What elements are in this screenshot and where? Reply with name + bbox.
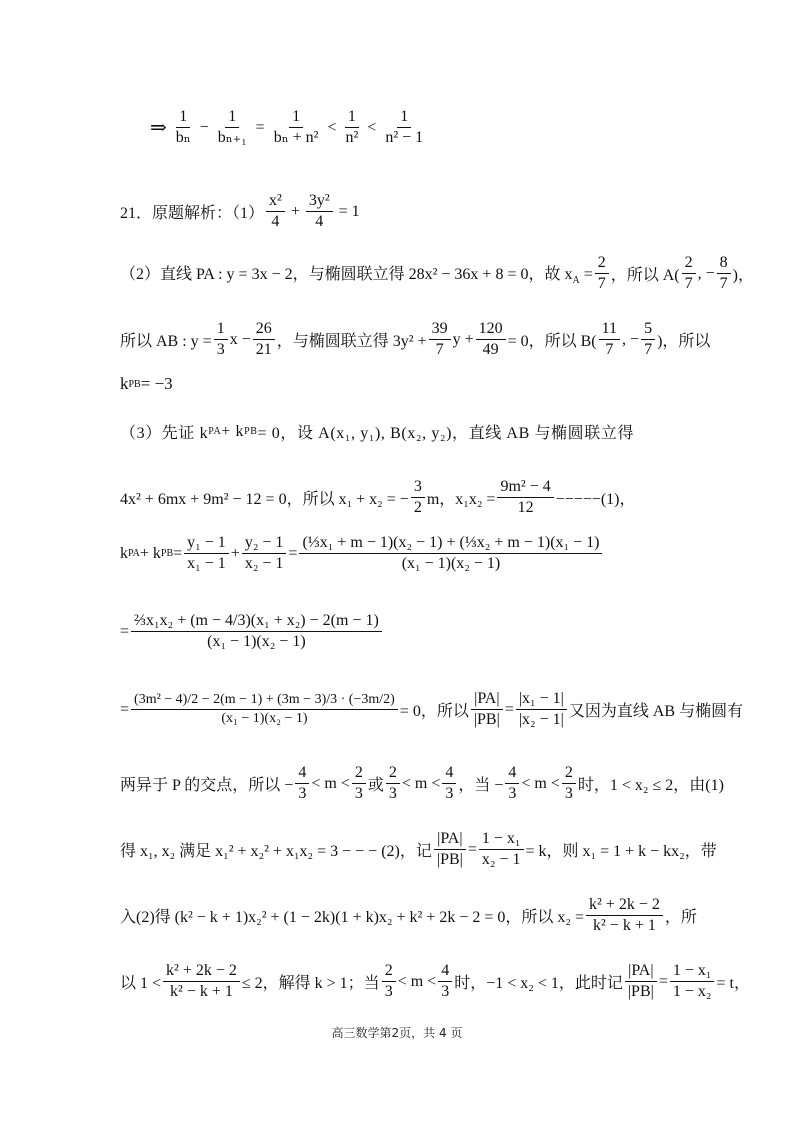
fraction: $\frac{\text{k² + 2k − 2}}{\text{k² − k + 1}}$ — [163, 962, 240, 1002]
fraction: $\frac{2}{3}$ — [382, 962, 396, 1002]
text: k — [120, 374, 129, 393]
fraction: $\frac{2}{3}$ — [386, 764, 400, 804]
slope-sum-equation: k PA + k PB = $\frac{\text{y₁ − 1}}{\text{x₁ − 1}}$ + $\frac{\text{y₂ − 1}}{\text{x₂ − 1}}$ = $\frac{\text{(⅓x₁ + m − 1)(x₂ − 1) + (⅓x₂ + m − 1)(x₁ − 1)}}{\text{(x₁ − 1)(x₂ − 1)}}$ — [120, 534, 604, 574]
text: （2）直线 PA : y = 3x − 2，与椭圆联立得 28x² − 36x + 8 = 0，故 $x_A$ = — [120, 266, 593, 287]
fraction: $\frac{\text{(3m² − 4)/2 − 2(m − 1) + (3m − 3)/3 · (−3m/2)}}{\text{(x₁ − 1)(x₂ − 1)}}$ — [131, 692, 398, 727]
fraction: $\frac{\text{y₂ − 1}}{\text{x₂ − 1}}$ — [242, 534, 287, 574]
fraction: $\frac{2}{3}$ — [352, 764, 366, 804]
text: ，所以 A( — [610, 267, 680, 285]
fraction: $\frac{\text{9m² − 4}}{12}$ — [497, 478, 553, 518]
fraction: $\frac{|PA|}{|PB|}$ — [471, 690, 503, 730]
text: = −3 — [140, 374, 173, 393]
fraction: $\frac{\text{⅔x₁x₂ + (m − 4/3)(x₁ + x₂) − 2(m − 1)}}{\text{(x₁ − 1)(x₂ − 1)}}$ — [131, 612, 382, 652]
k-definition-line: 得 x₁, x₂ 满足 x₁² + x₂² + x₁x₂ = 3 − − − (2)，记 $\frac{|PA|}{|PB|}$ = $\frac{\text{1 − x₁}}{\text{x₂ − 1}}$ = k，则 x₁ = 1 + k − kx₂，带 — [120, 830, 717, 869]
fraction: $\frac{2}{3}$ — [562, 764, 576, 804]
fraction: $\frac{|PA|}{|PB|}$ — [434, 830, 466, 870]
fraction: $\frac{120}{49}$ — [476, 320, 506, 360]
text: = 0，所以 B( — [507, 333, 597, 351]
fraction: $\frac{\text{k² + 2k − 2}}{\text{k² − k + 1}}$ — [586, 896, 663, 936]
m-range-line: 两异于 P 的交点，所以 − $\frac{4}{3}$ < m < $\frac{2}{3}$ 或 $\frac{2}{3}$ < m < $\frac{4}{3}$ ，当 − $\frac{4}{3}$ < m < $\frac{2}{3}$ 时，1 < x₂ ≤ 2，由(1) — [120, 764, 724, 803]
text: （3）先证 k — [120, 425, 209, 442]
text: −−−−−(1)， — [555, 491, 636, 509]
formula-line-1 — [150, 108, 428, 148]
problem-21-part-2-result: k PB = −3 — [120, 374, 173, 393]
page-footer: 高三数学第2页，共 4 页 — [331, 1026, 463, 1040]
operator: + — [290, 202, 300, 220]
fraction: $\frac{1}{\text{bₙ + n²}}$ — [273, 108, 319, 147]
k-range-line: 以 1 < $\frac{\text{k² + 2k − 2}}{\text{k² − k + 1}}$ ≤ 2，解得 k > 1；当 $\frac{2}{3}$ < m < $\frac{4}{3}$ 时，−1 < x₂ < 1，此时记 $\frac{|PA|}{|PB|}$ = $\frac{\text{1 − x₁}}{\text{1 − x₂}}$ = t， — [120, 962, 750, 1001]
fraction: $\frac{\text{1 − x₁}}{\text{1 − x₂}}$ — [670, 962, 715, 1002]
fraction: $\frac{4}{3}$ — [505, 764, 519, 804]
fraction: $\frac{\text{|x₁ − 1|}}{\text{|x₂ − 1|}}$ — [516, 690, 567, 730]
problem-21-part-2-line-2 — [120, 320, 711, 360]
text: m，x₁x₂ = — [426, 491, 496, 509]
operator: < — [367, 118, 377, 136]
slope-sum-zero: = $\frac{\text{(3m² − 4)/2 − 2(m − 1) + (3m − 3)/3 · (−3m/2)}}{\text{(x₁ − 1)(x₂ − 1)}}$ = 0，所以 $\frac{|PA|}{|PB|}$ = $\frac{\text{|x₁ − 1|}}{\text{|x₂ − 1|}}$ 又因为直线 AB 与椭圆有 — [120, 690, 744, 729]
problem-21-part-3-line-1: （3）先证 k PA + k PB = 0，设 A(x₁, y₁), B(x₂, y₂)，直线 AB 与椭圆联立得 — [120, 420, 634, 443]
slope-sum-simplified: = $\frac{\text{⅔x₁x₂ + (m − 4/3)(x₁ + x₂) − 2(m − 1)}}{\text{(x₁ − 1)(x₂ − 1)}}$ — [120, 612, 384, 652]
text: )，所以 — [657, 333, 711, 351]
fraction: $\frac{1}{\text{bₙ}}$ — [175, 108, 191, 147]
implies-symbol: ⇒ — [150, 117, 167, 140]
fraction: $\frac{\text{3y²}}{4}$ — [306, 192, 333, 232]
fraction: $\frac{|PA|}{|PB|}$ — [625, 962, 657, 1002]
fraction: $\frac{\text{x²}}{4}$ — [266, 192, 285, 232]
fraction: $\frac{1}{\text{n² − 1}}$ — [385, 108, 424, 147]
text: 4x² + 6mx + 9m² − 12 = 0，所以 x₁ + x₂ = − — [120, 491, 409, 509]
fraction: $\frac{4}{3}$ — [442, 764, 456, 804]
operator: − — [199, 118, 209, 136]
text: 所以 AB : y = — [120, 333, 212, 351]
fraction: $\frac{1}{\text{bₙ₊₁}}$ — [217, 108, 247, 147]
fraction: $\frac{11}{7}$ — [599, 320, 620, 360]
fraction: $\frac{26}{21}$ — [253, 320, 275, 360]
text: , − — [622, 330, 640, 348]
fraction: $\frac{2}{7}$ — [595, 254, 609, 294]
fraction: $\frac{1}{\text{n²}}$ — [345, 108, 359, 147]
fraction: $\frac{3}{2}$ — [411, 478, 425, 518]
problem-21-part-3-line-2 — [120, 478, 636, 518]
fraction: $\frac{39}{7}$ — [429, 320, 451, 360]
equation-tail: = 1 — [338, 202, 360, 220]
fraction: $\frac{5}{7}$ — [641, 320, 655, 360]
text: y + — [452, 330, 474, 348]
problem-heading: 21．原题解析：（1） — [120, 205, 265, 223]
fraction: $\frac{\text{1 − x₁}}{\text{x₂ − 1}}$ — [479, 830, 524, 870]
operator: = — [255, 118, 265, 136]
text: ，与椭圆联立得 3y² + — [276, 333, 427, 351]
fraction: $\frac{\text{(⅓x₁ + m − 1)(x₂ − 1) + (⅓x₂ + m − 1)(x₁ − 1)}}{\text{(x₁ − 1)(x₂ − 1)}}$ — [299, 534, 602, 574]
fraction: $\frac{4}{3}$ — [295, 764, 309, 804]
fraction: $\frac{8}{7}$ — [717, 254, 731, 294]
fraction: $\frac{1}{3}$ — [214, 320, 228, 360]
problem-21-part-1 — [120, 192, 360, 232]
text: x − — [229, 330, 251, 348]
quadratic-substitution-line: 入(2)得 (k² − k + 1)x₂² + (1 − 2k)(1 + k)x₂ + k² + 2k − 2 = 0，所以 x₂ = $\frac{\text{k² + 2k − 2}}{\text{k² − k + 1}}$ ，所 — [120, 896, 697, 935]
operator: < — [327, 118, 337, 136]
fraction: $\frac{2}{7}$ — [682, 254, 696, 294]
text: , − — [697, 264, 715, 282]
problem-21-part-2-line-1 — [120, 254, 754, 294]
fraction: $\frac{4}{3}$ — [438, 962, 452, 1002]
fraction: $\frac{\text{y₁ − 1}}{\text{x₁ − 1}}$ — [184, 534, 229, 574]
text: )， — [732, 267, 754, 285]
